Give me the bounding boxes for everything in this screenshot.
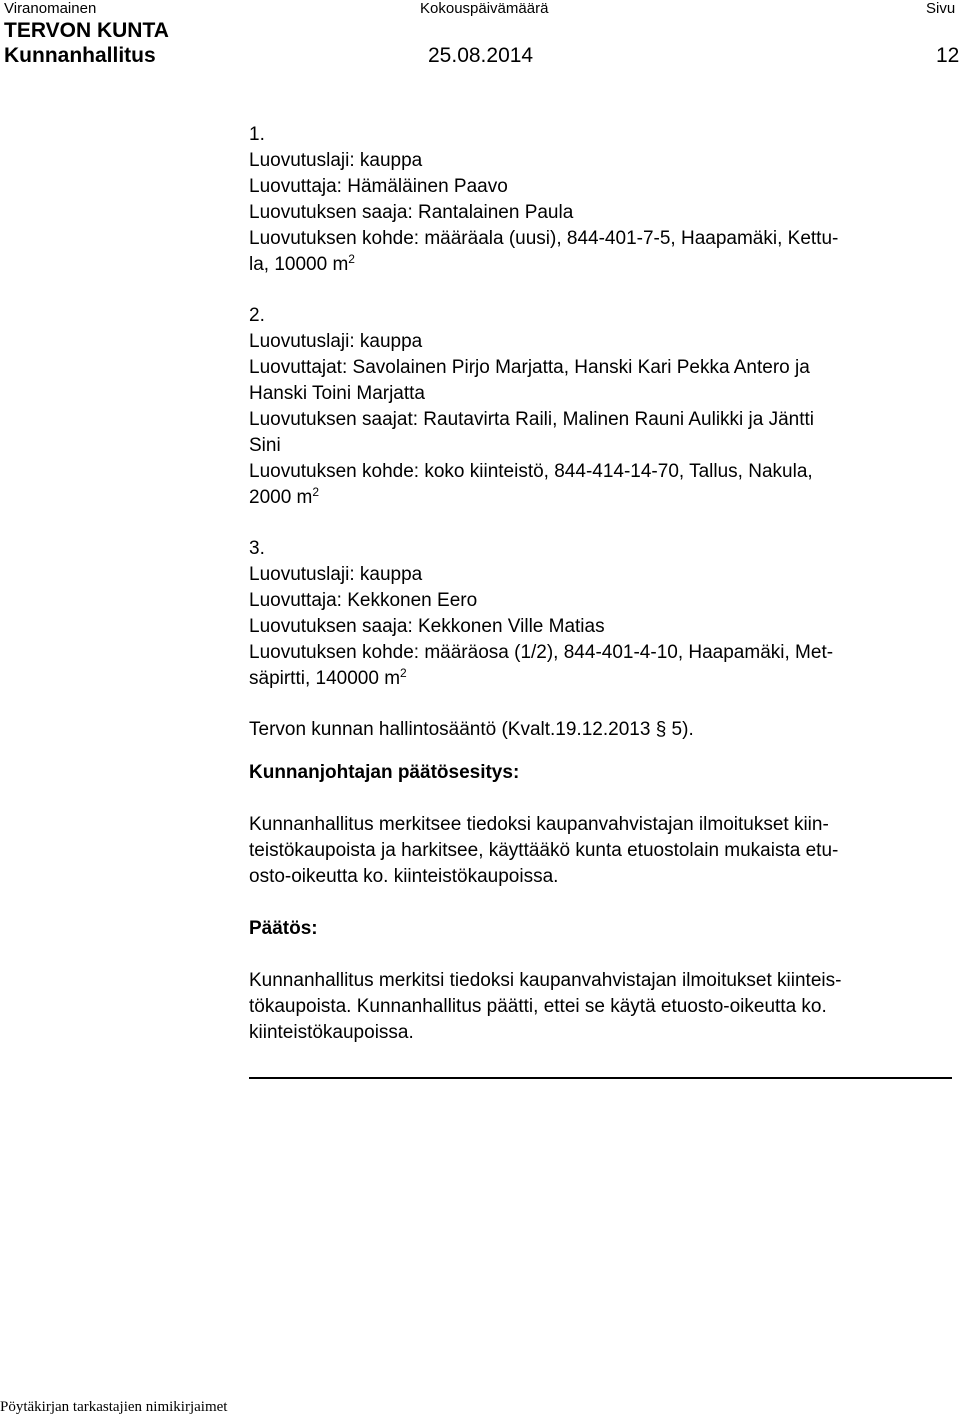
item-line: Luovutuksen kohde: koko kiinteistö, 844-414-14-70, Tallus, Nakula, bbox=[249, 461, 813, 482]
paragraph-line: teistökaupoista ja harkitsee, käyttääkö kunta etuostolain mukaista etu- bbox=[249, 840, 839, 861]
area-text: 2000 m bbox=[249, 487, 313, 508]
paragraph-line: Kunnanhallitus merkitsee tiedoksi kaupanvahvistajan ilmoitukset kiin- bbox=[249, 814, 829, 835]
paragraph-line: tökaupoista. Kunnanhallitus päätti, ettei se käytä etuosto-oikeutta ko. bbox=[249, 996, 827, 1017]
item-number: 2. bbox=[249, 305, 265, 326]
item-line: Luovutuksen kohde: määräala (uusi), 844-401-7-5, Haapamäki, Kettu- bbox=[249, 228, 839, 249]
section-sign: § bbox=[655, 719, 667, 740]
item-number: 1. bbox=[249, 124, 265, 145]
minutes-body bbox=[249, 122, 954, 1046]
section-end-rule bbox=[249, 1077, 952, 1079]
area-unit-exponent: 2 bbox=[312, 485, 320, 499]
organization-name: TERVON KUNTA bbox=[4, 19, 169, 42]
regulation-reference: Tervon kunnan hallintosääntö (Kvalt.19.12.2013 § 5). bbox=[249, 719, 694, 740]
item-line: Sini bbox=[249, 435, 281, 456]
item-line: Luovutuksen saaja: Rantalainen Paula bbox=[249, 202, 574, 223]
proposal-heading: Kunnanjohtajan päätösesitys: bbox=[249, 762, 520, 783]
meeting-date-label: Kokouspäivämäärä bbox=[420, 0, 549, 17]
item-line: Luovutuslaji: kauppa bbox=[249, 564, 423, 585]
transfer-item-2 bbox=[249, 303, 954, 511]
item-line: Hanski Toini Marjatta bbox=[249, 383, 426, 404]
proposal-text bbox=[249, 812, 954, 890]
item-line: Luovutuksen saajat: Rautavirta Raili, Malinen Rauni Aulikki ja Jäntti bbox=[249, 409, 815, 430]
item-line: Luovutuksen kohde: määräosa (1/2), 844-401-4-10, Haapamäki, Met- bbox=[249, 642, 834, 663]
item-line: Luovutuksen saaja: Kekkonen Ville Matias bbox=[249, 616, 605, 637]
item-line: Luovuttaja: Hämäläinen Paavo bbox=[249, 176, 508, 197]
authority-label: Viranomainen bbox=[4, 0, 97, 17]
item-area-line bbox=[249, 252, 954, 278]
item-line: Luovuttajat: Savolainen Pirjo Marjatta, Hanski Kari Pekka Antero ja bbox=[249, 357, 810, 378]
item-line: Luovutuslaji: kauppa bbox=[249, 150, 423, 171]
signatures-label: Pöytäkirjan tarkastajien nimikirjaimet bbox=[0, 1399, 228, 1415]
item-line: Luovuttaja: Kekkonen Eero bbox=[249, 590, 478, 611]
decision-heading: Päätös: bbox=[249, 918, 318, 939]
area-text: la, 10000 m bbox=[249, 254, 349, 275]
area-unit-exponent: 2 bbox=[348, 252, 355, 266]
transfer-item-1 bbox=[249, 122, 954, 278]
area-text: säpirtti, 140000 m bbox=[249, 668, 401, 689]
page-number: 12 bbox=[936, 44, 960, 67]
transfer-item-3 bbox=[249, 536, 954, 692]
area-unit-exponent: 2 bbox=[400, 666, 407, 680]
paragraph-line: kiinteistökaupoissa. bbox=[249, 1022, 414, 1043]
item-number: 3. bbox=[249, 538, 265, 559]
item-area-line bbox=[249, 666, 954, 692]
paragraph-line: osto-oikeutta ko. kiinteistökaupoissa. bbox=[249, 866, 559, 887]
governing-body: Kunnanhallitus bbox=[4, 44, 156, 67]
paragraph-line: Kunnanhallitus merkitsi tiedoksi kaupanvahvistajan ilmoitukset kiinteis- bbox=[249, 970, 842, 991]
decision-text bbox=[249, 968, 954, 1046]
meeting-date: 25.08.2014 bbox=[428, 44, 534, 67]
item-area-line bbox=[249, 485, 954, 511]
page-label: Sivu bbox=[926, 0, 956, 17]
item-line: Luovutuslaji: kauppa bbox=[249, 331, 423, 352]
